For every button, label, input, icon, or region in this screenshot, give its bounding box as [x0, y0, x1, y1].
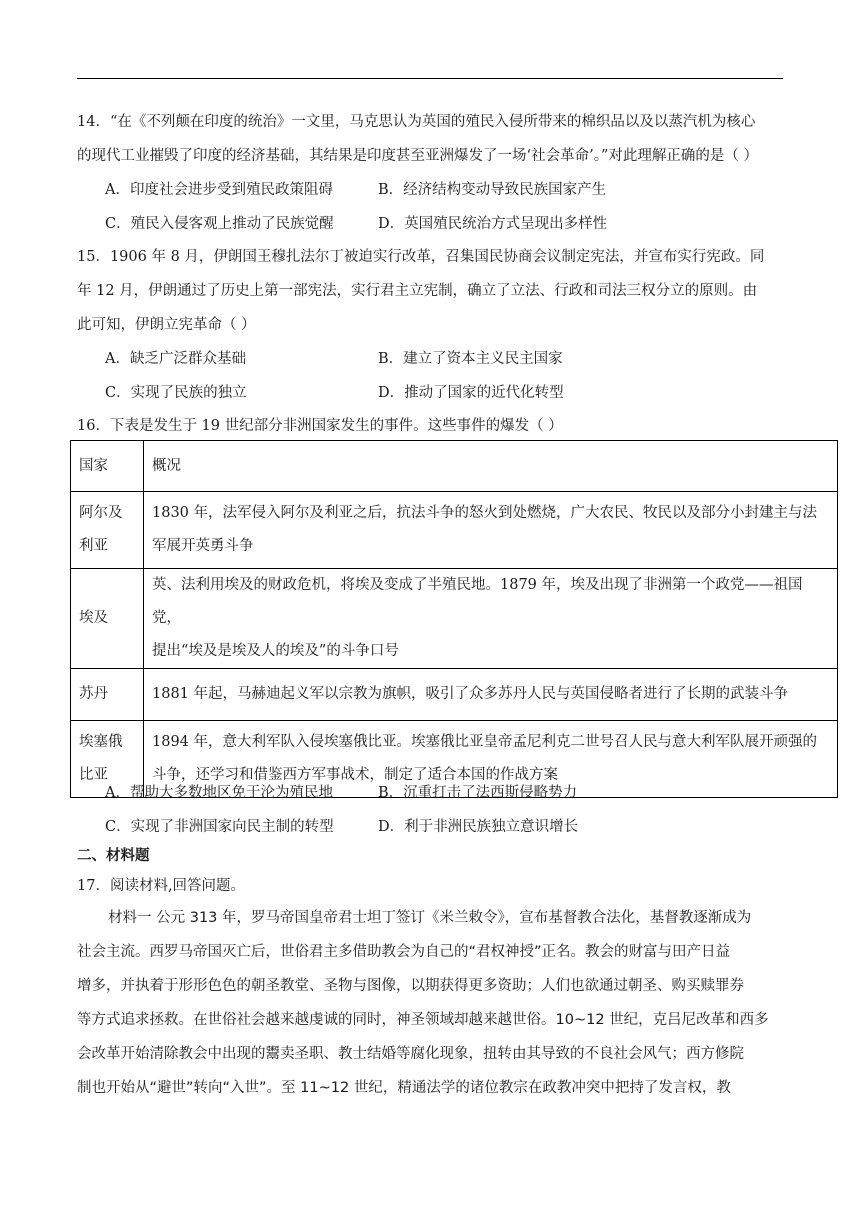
country-cell — [71, 492, 144, 569]
q16-option-b: B．沉重打击了法西斯侵略势力 — [378, 785, 578, 801]
header-rule — [77, 78, 783, 79]
description-line: 1894 年，意大利军队入侵埃塞俄比亚。埃塞俄比亚皇帝孟尼利克二世号召人民与意大利军队展开顽强的 — [152, 734, 818, 750]
description-cell — [144, 569, 838, 669]
country-cell — [71, 569, 144, 669]
description-line: 1830 年，法军侵入阿尔及利亚之后，抗法斗争的怒火到处燃烧，广大农民、牧民以及部分小封建主与法 — [152, 505, 818, 521]
q14-option-d: D．英国殖民统治方式呈现出多样性 — [378, 216, 608, 232]
q14-option-a: A．印度社会进步受到殖民政策阻碍 — [105, 182, 333, 198]
section-heading: 二、材料题 — [77, 847, 150, 864]
q14-option-c: C．殖民入侵客观上推动了民族觉醒 — [105, 216, 334, 232]
events-table — [70, 440, 838, 798]
q16-option-d: D．利于非洲民族独立意识增长 — [378, 819, 579, 835]
q17-material-line: 制也开始从“避世”转向“入世”。至 11~12 世纪，精通法学的诸位教宗在政教冲突中把持了发言权，教 — [77, 1080, 731, 1096]
q15-stem-line-3: 此可知，伊朗立宪革命（ ） — [77, 317, 256, 333]
q14-stem-line-2: 的现代工业摧毁了印度的经济基础，其结果是印度甚至亚洲爆发了一场‘社会革命’。”对此理解正确的是（ ） — [77, 148, 758, 164]
description-line: 1881 年起，马赫迪起义军以宗教为旗帜，吸引了众多苏丹人民与英国侵略者进行了长期的武装斗争 — [152, 686, 789, 702]
country-name-line: 埃及 — [79, 610, 108, 626]
country-name-line: 埃塞俄 — [79, 734, 123, 750]
description-cell — [144, 492, 838, 569]
q15-stem-line-1: 15．1906 年 8 月，伊朗国王穆扎法尔丁被迫实行改革，召集国民协商会议制定宪法，并宣布实行宪政。同 — [77, 249, 765, 265]
table-row — [71, 569, 838, 669]
q16-option-a: A．帮助大多数地区免于沦为殖民地 — [105, 785, 333, 801]
q14-option-b: B．经济结构变动导致民族国家产生 — [378, 182, 607, 198]
q15-option-d: D．推动了国家的近代化转型 — [378, 385, 564, 401]
q17-material-line: 材料一 公元 313 年，罗马帝国皇帝君士坦丁签订《米兰敕令》，宣布基督教合法化，基督教逐渐成为 — [108, 910, 752, 926]
country-name-line: 苏丹 — [79, 686, 108, 702]
description-line: 英、法利用埃及的财政危机，将埃及变成了半殖民地。1879 年，埃及出现了非洲第一个政党——祖国党， — [152, 577, 803, 626]
description-line: 提出“埃及是埃及人的埃及”的斗争口号 — [152, 643, 399, 659]
country-name-line: 利亚 — [79, 538, 108, 554]
description-line: 斗争，还学习和借鉴西方军事战术，制定了适合本国的作战方案 — [152, 767, 558, 783]
description-line: 军展开英勇斗争 — [152, 538, 254, 554]
q14-stem-line-1: 14．“在《不列颠在印度的统治》一文里，马克思认为英国的殖民入侵所带来的棉织品以及以蒸汽机为核心 — [77, 114, 756, 130]
q17-material-line: 社会主流。西罗马帝国灭亡后，世俗君主多借助教会为自己的“君权神授”正名。教会的财富与田产日益 — [77, 944, 731, 960]
q17-material-line: 增多，并执着于形形色色的朝圣教堂、圣物与图像，以期获得更多资助；人们也欲通过朝圣、购买赎罪券 — [77, 978, 744, 994]
table-row — [71, 492, 838, 569]
table-row — [71, 669, 838, 721]
q17-material-line: 等方式追求拯救。在世俗社会越来越虔诚的同时，神圣领域却越来越世俗。10~12 世纪，克吕尼改革和西多 — [77, 1012, 769, 1028]
q15-option-c: C．实现了民族的独立 — [105, 385, 247, 401]
header-overview: 概况 — [144, 441, 838, 492]
q15-stem-line-2: 年 12 月，伊朗通过了历史上第一部宪法，实行君主立宪制，确立了立法、行政和司法三权分立的原则。由 — [77, 283, 758, 299]
country-name-line: 比亚 — [79, 767, 108, 783]
header-country: 国家 — [71, 441, 144, 492]
table-header-row — [71, 441, 838, 492]
q16-option-c: C．实现了非洲国家向民主制的转型 — [105, 819, 334, 835]
q15-option-b: B．建立了资本主义民主国家 — [378, 351, 563, 367]
q16-stem: 16．下表是发生于 19 世纪部分非洲国家发生的事件。这些事件的爆发（ ） — [77, 418, 563, 434]
country-name-line: 阿尔及 — [79, 505, 123, 521]
q17-stem: 17．阅读材料,回答问题。 — [77, 878, 246, 894]
description-cell — [144, 669, 838, 721]
q15-option-a: A．缺乏广泛群众基础 — [105, 351, 246, 367]
country-cell — [71, 669, 144, 721]
q17-material-line: 会改革开始清除教会中出现的鬻卖圣职、教士结婚等腐化现象，扭转由其导致的不良社会风气；西方修院 — [77, 1046, 744, 1062]
